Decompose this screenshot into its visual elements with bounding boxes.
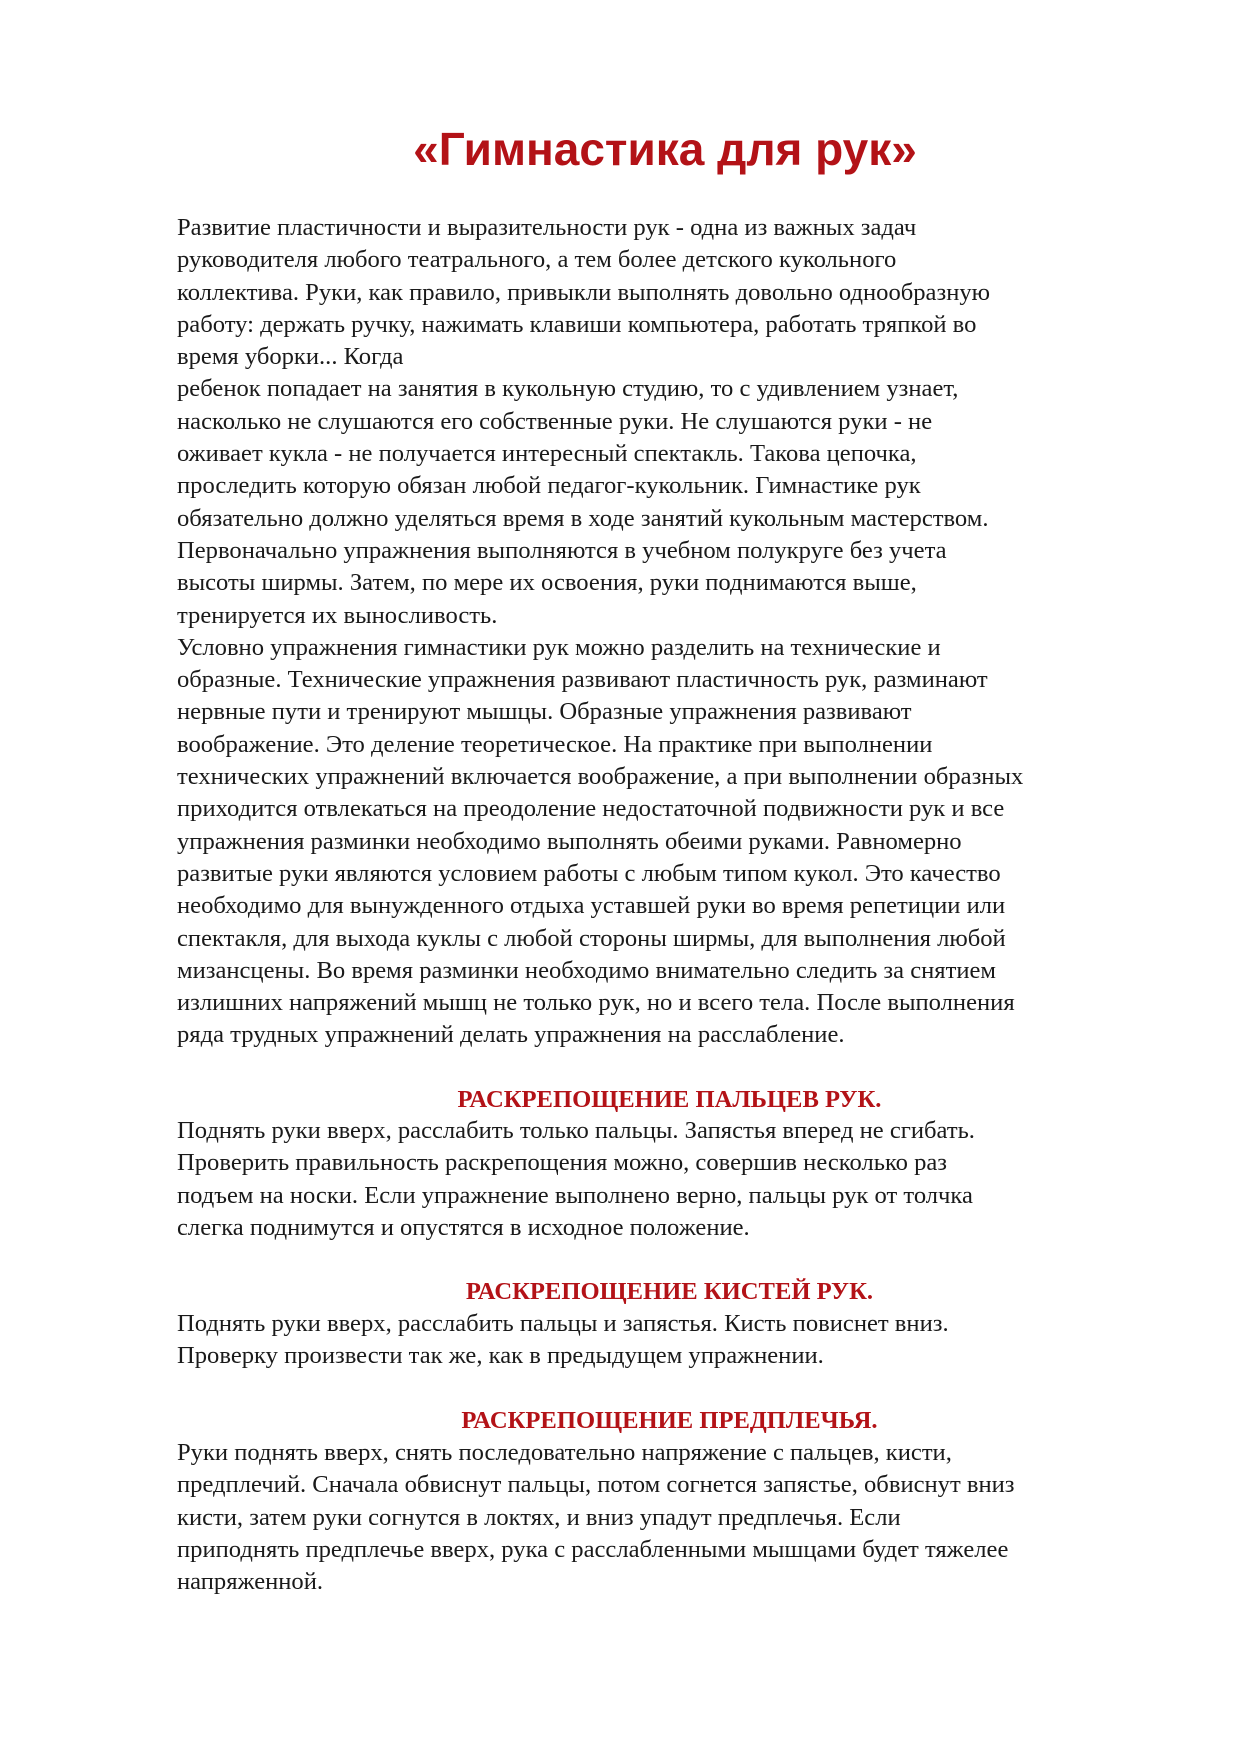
text-line: излишних напряжений мышц не только рук, но и всего тела. После выполнения	[177, 989, 1015, 1017]
page-title: «Гимнастика для рук»	[413, 123, 917, 175]
text-line: нервные пути и тренируют мышцы. Образные упражнения развивают	[177, 698, 912, 726]
text-line: приходится отвлекаться на преодоление недостаточной подвижности рук и все	[177, 795, 1005, 823]
text-line: ребенок попадает на занятия в кукольную студию, то с удивлением узнает,	[177, 375, 959, 403]
section-heading-fingers: РАСКРЕПОЩЕНИЕ ПАЛЬЦЕВ РУК.	[457, 1086, 882, 1113]
text-line: коллектива. Руки, как правило, привыкли выполнять довольно однообразную	[177, 278, 991, 306]
text-line: образные. Технические упражнения развивают пластичность рук, разминают	[177, 666, 988, 694]
section-heading-hands: РАСКРЕПОЩЕНИЕ КИСТЕЙ РУК.	[465, 1278, 874, 1305]
text-line: насколько не слушаются его собственные руки. Не слушаются руки - не	[177, 407, 933, 435]
section-paragraph-hands	[177, 1308, 1162, 1373]
text-line: кисти, затем руки согнутся в локтях, и вниз упадут предплечья. Если	[177, 1503, 901, 1531]
text-line: Условно упражнения гимнастики рук можно разделить на технические и	[177, 633, 941, 661]
text-line: Руки поднять вверх, снять последовательно напряжение с пальцев, кисти,	[177, 1439, 952, 1466]
text-line: Поднять руки вверх, расслабить только пальцы. Запястья вперед не сгибать.	[177, 1117, 975, 1144]
text-line: развитые руки являются условием работы с любым типом кукол. Это качество	[177, 859, 1001, 887]
text-line: высоты ширмы. Затем, по мере их освоения, руки поднимаются выше,	[177, 569, 917, 597]
text-line: работу: держать ручку, нажимать клавиши компьютера, работать тряпкой во	[177, 310, 977, 338]
section-heading-forearm: РАСКРЕПОЩЕНИЕ ПРЕДПЛЕЧЬЯ.	[461, 1407, 878, 1434]
text-line: руководителя любого театрального, а тем более детского кукольного	[177, 246, 897, 274]
text-line: Поднять руки вверх, расслабить пальцы и запястья. Кисть повиснет вниз.	[177, 1310, 949, 1337]
text-line: напряженной.	[177, 1568, 324, 1596]
section-paragraph-forearm	[177, 1437, 1162, 1598]
text-line: Проверку произвести так же, как в предыдущем упражнении.	[177, 1342, 824, 1370]
text-line: технических упражнений включается воображение, а при выполнении образных	[177, 763, 1024, 791]
intro-paragraph	[177, 212, 1162, 1052]
text-line: воображение. Это деление теоретическое. На практике при выполнении	[177, 730, 933, 758]
text-line: обязательно должно уделяться время в ходе занятий кукольным мастерством.	[177, 504, 989, 532]
text-line: ряда трудных упражнений делать упражнения на расслабление.	[177, 1021, 845, 1049]
text-line: подъем на носки. Если упражнение выполнено верно, пальцы рук от толчка	[177, 1181, 973, 1209]
text-line: приподнять предплечье вверх, рука с расслабленными мышцами будет тяжелее	[177, 1535, 1009, 1563]
text-line: Проверить правильность раскрепощения можно, совершив несколько раз	[177, 1149, 948, 1177]
text-line: тренируется их выносливость.	[177, 601, 498, 629]
text-line: мизансцены. Во время разминки необходимо внимательно следить за снятием	[177, 956, 996, 984]
text-line: оживает кукла - не получается интересный спектакль. Такова цепочка,	[177, 440, 917, 468]
text-line: время уборки... Когда	[177, 343, 404, 371]
text-line: необходимо для вынужденного отдыха уставшей руки во время репетиции или	[177, 892, 1006, 920]
text-line: слегка поднимутся и опустятся в исходное положение.	[177, 1213, 750, 1241]
text-line: Развитие пластичности и выразительности рук - одна из важных задач	[177, 214, 917, 241]
text-line: упражнения разминки необходимо выполнять обеими руками. Равномерно	[177, 827, 962, 855]
text-line: проследить которую обязан любой педагог-кукольник. Гимнастике рук	[177, 472, 921, 500]
section-paragraph-fingers	[177, 1115, 1162, 1244]
text-line: спектакля, для выхода куклы с любой стороны ширмы, для выполнения любой	[177, 924, 1006, 952]
text-line: Первоначально упражнения выполняются в учебном полукруге без учета	[177, 536, 947, 564]
text-line: предплечий. Сначала обвиснут пальцы, потом согнется запястье, обвиснут вниз	[177, 1471, 1015, 1499]
